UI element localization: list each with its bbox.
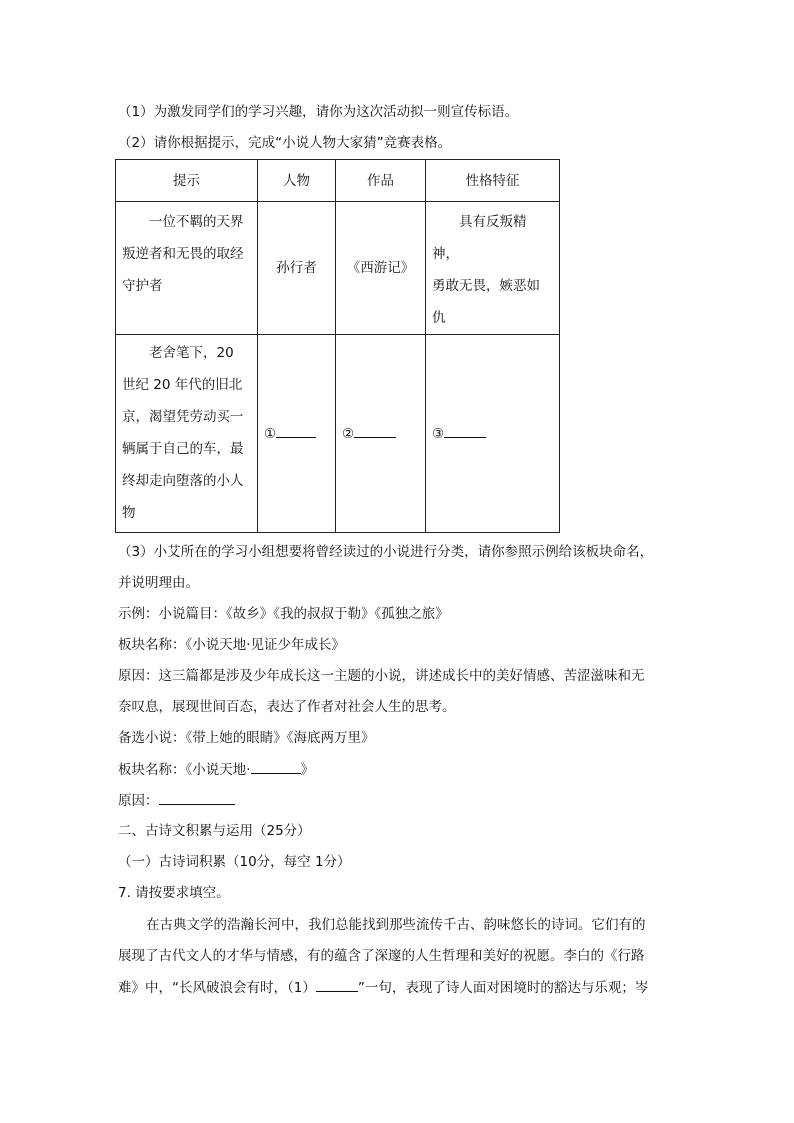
answer-blank[interactable] [251, 759, 301, 774]
alternative-block-name [118, 759, 314, 780]
section-2-title: 二、古诗文积累与运用（25分） [118, 823, 311, 839]
example-block-name: 板块名称：《小说天地·见证少年成长》 [118, 637, 346, 653]
question-2: （2）请你根据提示，完成“小说人物大家猜”竞赛表格。 [118, 135, 452, 151]
example-reason-line-1: 原因：这三篇都是涉及少年成长这一主题的小说，讲述成长中的美好情感、苦涩滋味和无 [118, 668, 645, 684]
header-character: 人物 [258, 160, 336, 202]
character-guess-table [115, 159, 560, 533]
alt-reason-label: 原因： [118, 793, 159, 809]
row2-hint-line: 终却走向堕落的小人 [122, 473, 244, 489]
blank-number-2: ② [342, 425, 355, 442]
row1-hint [116, 202, 258, 335]
question-3-line-2: 并说明理由。 [118, 575, 199, 591]
alternative-reason [118, 790, 235, 811]
row2-hint-line: 老舍笔下，20 [149, 345, 234, 361]
question-7: 7. 请按要求填空。 [118, 885, 230, 901]
section-2-subtitle: （一）古诗词积累（10分，每空 1分） [118, 854, 351, 870]
example-titles: 示例：小说篇目：《故乡》《我的叔叔于勒》《孤独之旅》 [118, 606, 449, 622]
row1-character: 孙行者 [258, 202, 336, 335]
blank-number-1: ① [264, 425, 277, 442]
table-row [116, 335, 560, 533]
passage-line-3-end: ”一句，表现了诗人面对困境时的豁达与乐观；岑 [357, 980, 649, 996]
header-trait: 性格特征 [426, 160, 560, 202]
row2-hint-line: 京，渴望凭劳动买一 [122, 409, 244, 425]
row2-hint [116, 335, 258, 533]
row1-work: 《西游记》 [336, 202, 426, 335]
row2-hint-line: 物 [122, 505, 136, 521]
row2-hint-line: 辆属于自己的车，最 [122, 441, 244, 457]
answer-blank[interactable] [316, 977, 358, 992]
passage-line-1: 在古典文学的浩瀚长河中，我们总能找到那些流传千古、韵味悠长的诗词。它们有的 [146, 917, 646, 933]
passage-line-2: 展现了古代文人的才华与情感，有的蕴含了深邃的人生哲理和美好的祝愿。李白的《行路 [118, 948, 645, 964]
question-3-line-1: （3）小艾所在的学习小组想要将曾经读过的小说进行分类，请你参照示例给该板块命名， [118, 544, 654, 560]
row1-hint-line: 叛逆者和无畏的取经 [122, 246, 244, 262]
alt-block-suffix: 》 [300, 762, 315, 778]
header-hint: 提示 [116, 160, 258, 202]
answer-blank[interactable] [276, 423, 316, 438]
row2-hint-line: 世纪 20 年代的旧北 [122, 377, 243, 393]
table-row [116, 202, 560, 335]
alternative-novels: 备选小说：《带上她的眼睛》《海底两万里》 [118, 730, 375, 746]
row1-hint-line: 一位不羁的天界 [149, 214, 244, 230]
row2-trait-blank[interactable] [426, 335, 560, 533]
answer-blank[interactable] [159, 790, 235, 805]
alt-block-prefix: 板块名称：《小说天地· [118, 762, 251, 778]
example-reason-line-2: 奈叹息，展现世间百态，表达了作者对社会人生的思考。 [118, 699, 456, 715]
blank-number-3: ③ [432, 425, 445, 442]
passage-line-3-start: 难》中，“长风破浪会有时，（1） [118, 980, 316, 996]
question-1: （1）为激发同学们的学习兴趣，请你为这次活动拟一则宣传标语。 [118, 104, 519, 120]
row1-trait-line: 具有反叛精神， [432, 214, 527, 262]
table-header-row [116, 160, 560, 202]
answer-blank[interactable] [354, 423, 396, 438]
passage-line-3 [118, 977, 648, 998]
row1-trait-line: 勇敢无畏，嫉恶如 [432, 278, 540, 294]
row1-hint-line: 守护者 [122, 278, 163, 294]
row2-work-blank[interactable] [336, 335, 426, 533]
row2-character-blank[interactable] [258, 335, 336, 533]
header-work: 作品 [336, 160, 426, 202]
row1-trait [426, 202, 560, 335]
answer-blank[interactable] [444, 423, 486, 438]
row1-trait-line: 仇 [432, 310, 446, 326]
